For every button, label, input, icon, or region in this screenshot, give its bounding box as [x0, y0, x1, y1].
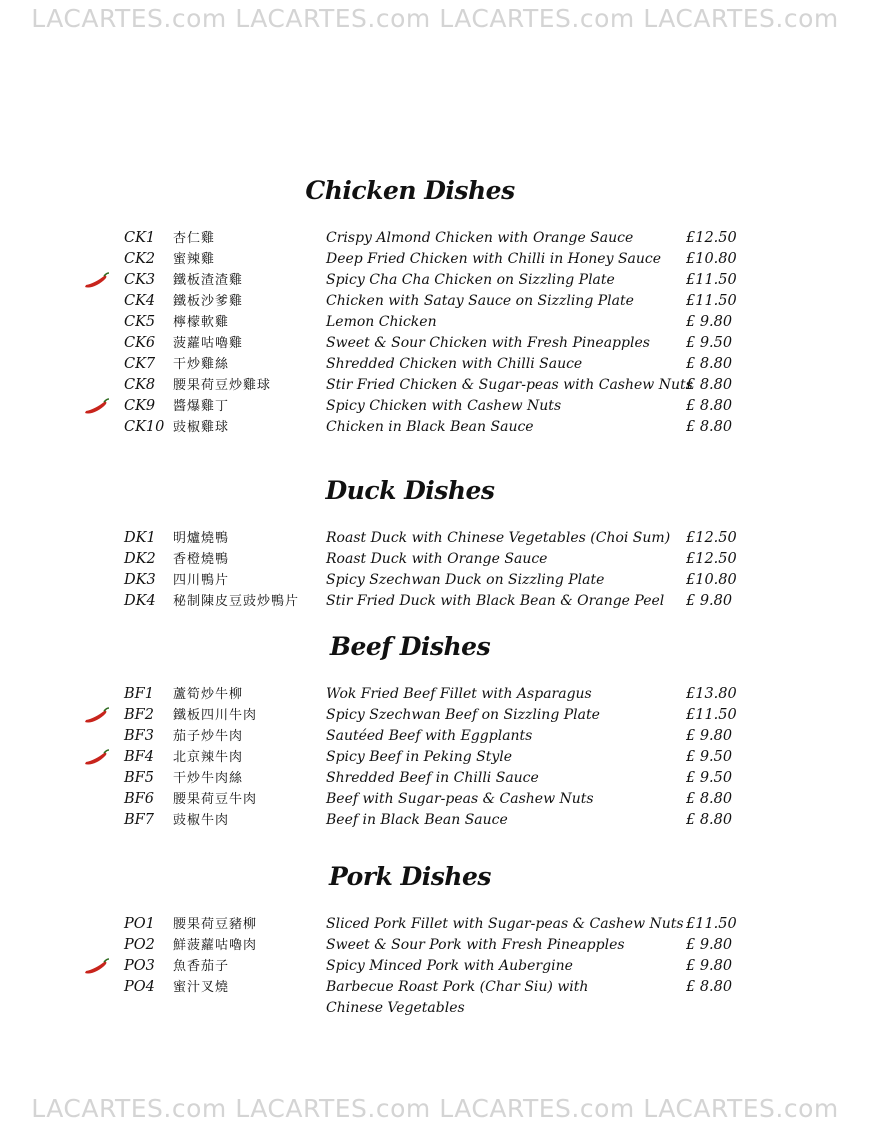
- section-title-beef: Beef Dishes: [329, 632, 491, 661]
- section-title-pork: Pork Dishes: [329, 862, 491, 891]
- menu-item-row: [0, 768, 870, 789]
- chili-pepper-icon: [82, 705, 112, 726]
- item-code: BF1: [124, 686, 154, 702]
- item-dish-name: Shredded Beef in Chilli Sauce: [326, 770, 539, 786]
- item-chinese-name: 香橙燒鴨: [173, 552, 230, 567]
- menu-item-row: [0, 333, 870, 354]
- menu-item-row: [0, 914, 870, 935]
- item-price: £11.50: [686, 293, 737, 309]
- watermark-bottom: LACARTES.com LACARTES.com LACARTES.com LACARTES.com: [31, 1094, 839, 1123]
- item-dish-name: Deep Fried Chicken with Chilli in Honey Sauce: [326, 251, 662, 267]
- menu-item-row: [0, 935, 870, 956]
- item-code: CK4: [124, 293, 156, 309]
- item-chinese-name: 魚香茄子: [173, 959, 230, 974]
- section-duck: [0, 528, 870, 612]
- item-price: £ 8.80: [686, 979, 733, 995]
- item-chinese-name: 豉椒雞球: [173, 420, 230, 435]
- menu-item-row: [0, 528, 870, 549]
- item-chinese-name: 鐵板渣渣雞: [173, 273, 244, 288]
- item-dish-name: Sweet & Sour Chicken with Fresh Pineapples: [326, 335, 650, 351]
- item-chinese-name: 豉椒牛肉: [173, 813, 230, 828]
- item-chinese-name: 腰果荷豆牛肉: [173, 792, 258, 807]
- item-code: BF5: [124, 770, 154, 786]
- item-dish-name: Spicy Minced Pork with Aubergine: [326, 958, 573, 974]
- item-price: £ 8.80: [686, 812, 733, 828]
- item-price: £ 9.80: [686, 314, 733, 330]
- item-price: £13.80: [686, 686, 737, 702]
- item-code: CK3: [124, 272, 156, 288]
- item-code: DK4: [124, 593, 156, 609]
- menu-item-row: [0, 747, 870, 768]
- chili-pepper-icon: [82, 396, 112, 417]
- menu-item-row: [0, 417, 870, 438]
- menu-item-row: [0, 705, 870, 726]
- item-chinese-name: 北京辣牛肉: [173, 750, 244, 765]
- item-price: £11.50: [686, 916, 737, 932]
- item-chinese-name: 四川鴨片: [173, 573, 230, 588]
- item-dish-name: Roast Duck with Chinese Vegetables (Choi Sum): [326, 530, 671, 546]
- item-dish-name: Spicy Szechwan Beef on Sizzling Plate: [326, 707, 600, 723]
- menu-item-row: [0, 591, 870, 612]
- item-price: £10.80: [686, 572, 737, 588]
- item-dish-name: Lemon Chicken: [326, 314, 437, 330]
- item-code: PO2: [124, 937, 155, 953]
- menu-item-row: [0, 354, 870, 375]
- item-code: PO4: [124, 979, 155, 995]
- menu-item-row: [0, 684, 870, 705]
- chili-pepper-icon: [82, 270, 112, 291]
- item-code: BF6: [124, 791, 154, 807]
- item-code: CK6: [124, 335, 156, 351]
- chili-pepper-icon: [82, 956, 112, 977]
- section-title-duck: Duck Dishes: [325, 476, 495, 505]
- menu-item-row: [0, 549, 870, 570]
- item-price: £ 9.80: [686, 937, 733, 953]
- item-chinese-name: 干炒雞絲: [173, 357, 230, 372]
- menu-item-row: [0, 810, 870, 831]
- item-price: £ 8.80: [686, 791, 733, 807]
- section-title-chicken: Chicken Dishes: [305, 176, 515, 205]
- section-pork: [0, 914, 870, 1019]
- menu-item-row: [0, 228, 870, 249]
- item-chinese-name: 醬爆雞丁: [173, 399, 230, 414]
- item-chinese-name: 腰果荷豆炒雞球: [173, 378, 272, 393]
- item-code: BF2: [124, 707, 154, 723]
- item-chinese-name: 檸檬軟雞: [173, 315, 230, 330]
- item-price: £ 9.80: [686, 728, 733, 744]
- item-code: DK3: [124, 572, 156, 588]
- item-dish-name: Spicy Chicken with Cashew Nuts: [326, 398, 562, 414]
- item-chinese-name: 蜜辣雞: [173, 252, 216, 267]
- menu-item-row: [0, 977, 870, 1019]
- menu-item-row: [0, 956, 870, 977]
- item-dish-name: Chicken in Black Bean Sauce: [326, 419, 534, 435]
- item-code: CK5: [124, 314, 156, 330]
- item-dish-name: Crispy Almond Chicken with Orange Sauce: [326, 230, 634, 246]
- section-beef: [0, 684, 870, 831]
- menu-item-row: [0, 291, 870, 312]
- item-chinese-name: 鮮菠蘿咕嚕肉: [173, 938, 258, 953]
- item-dish-name: Sautéed Beef with Eggplants: [326, 728, 533, 744]
- item-price: £12.50: [686, 230, 737, 246]
- item-price: £ 9.80: [686, 958, 733, 974]
- item-code: PO3: [124, 958, 155, 974]
- item-code: CK2: [124, 251, 156, 267]
- item-dish-name: Roast Duck with Orange Sauce: [326, 551, 548, 567]
- item-dish-name: Stir Fried Duck with Black Bean & Orange Peel: [326, 593, 665, 609]
- item-dish-name: Spicy Szechwan Duck on Sizzling Plate: [326, 572, 605, 588]
- item-code: BF4: [124, 749, 154, 765]
- menu-item-row: [0, 396, 870, 417]
- menu-item-row: [0, 789, 870, 810]
- item-price: £ 8.80: [686, 398, 733, 414]
- menu-item-row: [0, 249, 870, 270]
- item-dish-name: Shredded Chicken with Chilli Sauce: [326, 356, 583, 372]
- item-price: £11.50: [686, 272, 737, 288]
- item-price: £ 9.80: [686, 593, 733, 609]
- item-chinese-name: 鐵板沙爹雞: [173, 294, 244, 309]
- item-price: £ 8.80: [686, 377, 733, 393]
- item-code: BF7: [124, 812, 154, 828]
- item-price: £ 8.80: [686, 419, 733, 435]
- item-price: £11.50: [686, 707, 737, 723]
- item-dish-name: Wok Fried Beef Fillet with Asparagus: [326, 686, 592, 702]
- item-chinese-name: 蘆筍炒牛柳: [173, 687, 244, 702]
- watermark-top: LACARTES.com LACARTES.com LACARTES.com LACARTES.com: [31, 4, 839, 33]
- item-dish-name: Sliced Pork Fillet with Sugar-peas & Cashew Nuts: [326, 916, 684, 932]
- item-code: DK2: [124, 551, 156, 567]
- item-dish-name: Beef in Black Bean Sauce: [326, 812, 508, 828]
- item-chinese-name: 鐵板四川牛肉: [173, 708, 258, 723]
- item-price: £12.50: [686, 530, 737, 546]
- item-dish-name: Spicy Cha Cha Chicken on Sizzling Plate: [326, 272, 615, 288]
- item-dish-name: Beef with Sugar-peas & Cashew Nuts: [326, 791, 594, 807]
- item-code: CK10: [124, 419, 165, 435]
- item-chinese-name: 蜜汁叉燒: [173, 980, 230, 995]
- menu-item-row: [0, 570, 870, 591]
- item-code: CK8: [124, 377, 156, 393]
- item-dish-name: Sweet & Sour Pork with Fresh Pineapples: [326, 937, 625, 953]
- chili-pepper-icon: [82, 747, 112, 768]
- item-price: £ 9.50: [686, 335, 733, 351]
- item-price: £12.50: [686, 551, 737, 567]
- item-chinese-name: 杏仁雞: [173, 231, 216, 246]
- item-price: £ 9.50: [686, 749, 733, 765]
- item-chinese-name: 明爐燒鴨: [173, 531, 230, 546]
- item-price: £ 8.80: [686, 356, 733, 372]
- item-code: PO1: [124, 916, 155, 932]
- item-chinese-name: 茄子炒牛肉: [173, 729, 244, 744]
- menu-item-row: [0, 726, 870, 747]
- menu-item-row: [0, 312, 870, 333]
- item-dish-name: Spicy Beef in Peking Style: [326, 749, 513, 765]
- item-chinese-name: 腰果荷豆豬柳: [173, 917, 258, 932]
- item-price: £10.80: [686, 251, 737, 267]
- item-code: DK1: [124, 530, 156, 546]
- item-code: CK1: [124, 230, 156, 246]
- item-chinese-name: 菠蘿咕嚕雞: [173, 336, 244, 351]
- item-code: CK9: [124, 398, 156, 414]
- item-code: BF3: [124, 728, 154, 744]
- item-dish-name: Barbecue Roast Pork (Char Siu) with Chinese Vegetables: [326, 979, 589, 1016]
- item-chinese-name: 干炒牛肉絲: [173, 771, 244, 786]
- section-chicken: [0, 228, 870, 438]
- menu-item-row: [0, 375, 870, 396]
- item-dish-name: Chicken with Satay Sauce on Sizzling Plate: [326, 293, 634, 309]
- item-code: CK7: [124, 356, 156, 372]
- item-price: £ 9.50: [686, 770, 733, 786]
- item-chinese-name: 秘制陳皮豆豉炒鴨片: [173, 594, 300, 609]
- item-dish-name: Stir Fried Chicken & Sugar-peas with Cashew Nuts: [326, 377, 693, 393]
- menu-item-row: [0, 270, 870, 291]
